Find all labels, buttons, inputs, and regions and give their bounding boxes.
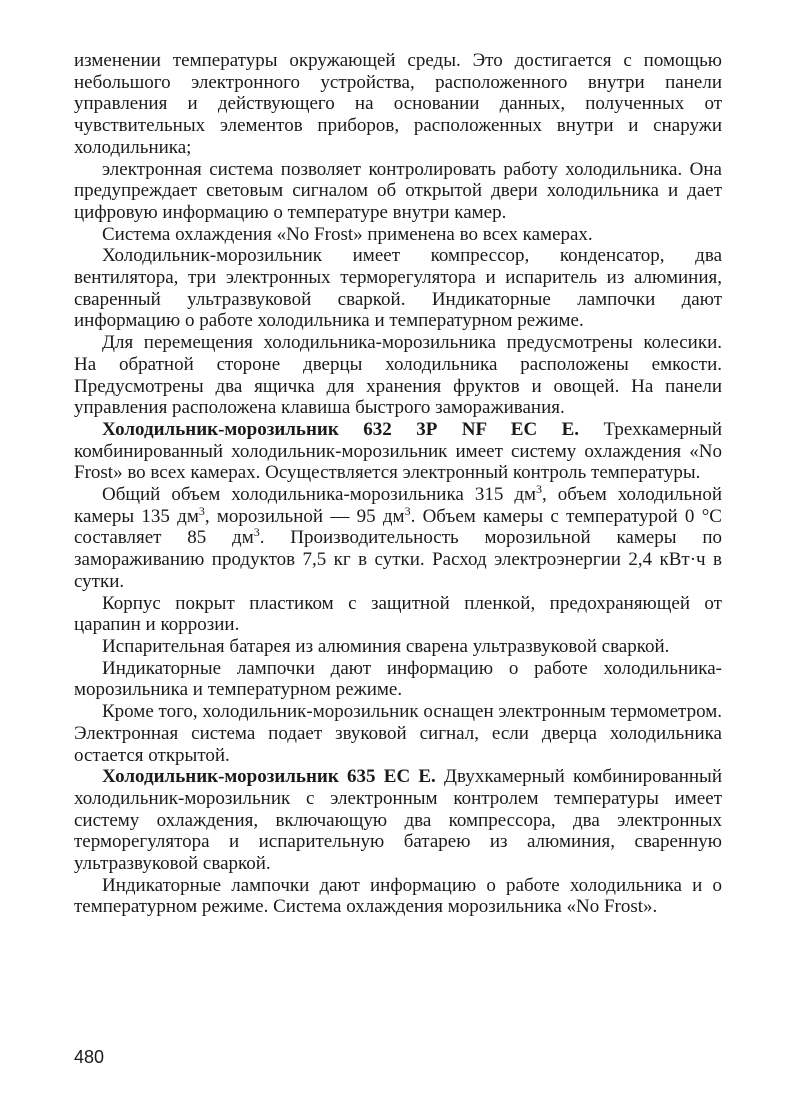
paragraph: Индикаторные лампочки дают информацию о работе холодильника-морозильника и температурном режиме. <box>74 657 722 701</box>
paragraph-text: Двухкамерный комбинированный холодильник-морозильник с электронным контролем температуры имеет систему охлаждения, включающую два компрессора, два электронных терморегулятора и испарительную батарею из алюминия, сваренную ультразвуковой сваркой. <box>74 766 722 875</box>
paragraph-text: Общий объем холодильника-морозильника 315 дм <box>102 484 537 506</box>
paragraph-text: . Объем камеры с температурой 0 °С составляет 85 дм <box>74 505 722 549</box>
paragraph <box>74 484 722 593</box>
superscript: 3 <box>198 503 205 518</box>
paragraph <box>74 419 722 484</box>
model-heading: Холодильник-морозильник 632 3Р NF ЕС Е. <box>102 418 580 440</box>
paragraph: Кроме того, холодильник-морозильник оснащен электронным термометром. Электронная система подает звуковой сигнал, если дверца холодильника остается открытой. <box>74 701 723 766</box>
superscript: 3 <box>404 503 411 518</box>
paragraph-text: , объем холодильной камеры 135 дм <box>74 484 722 527</box>
paragraph <box>74 766 722 875</box>
superscript: 3 <box>536 482 543 497</box>
paragraph: изменении температуры окружающей среды. Это достигается с помощью небольшого электронного устройства, расположенного внутри панели управления и действующего на основании данных, полученных от чувствительных элементов приборов, расположенных внутри и снаружи холодильника; <box>74 50 722 158</box>
paragraph-text: , морозильной — 95 дм <box>204 505 405 527</box>
page-body <box>74 50 722 918</box>
paragraph: Корпус покрыт пластиком с защитной пленкой, предохраняющей от царапин и коррозии. <box>74 592 722 636</box>
page-number: 480 <box>74 1047 105 1067</box>
superscript: 3 <box>253 525 260 540</box>
paragraph: Холодильник-морозильник имеет компрессор, конденсатор, два вентилятора, три электронных терморегулятора и испаритель из алюминия, сваренный ультразвуковой сваркой. Индикаторные лампочки дают информацию о работе холодильника и температурном режиме. <box>74 245 722 332</box>
paragraph: Индикаторные лампочки дают информацию о работе холодильника и о температурном режиме. Система охлаждения морозильника «No Frost». <box>74 874 722 918</box>
paragraph: Система охлаждения «No Frost» применена во всех камерах. <box>102 223 593 245</box>
model-heading: Холодильник-морозильник 635 ЕС Е. <box>102 766 436 788</box>
paragraph: Для перемещения холодильника-морозильника предусмотрены колесики. На обратной стороне дверцы холодильника расположены емкости. Предусмотрены два ящичка для хранения фруктов и овощей. На панели управления расположена клавиша быстрого замораживания. <box>74 332 722 419</box>
paragraph: электронная система позволяет контролировать работу холодильника. Она предупреждает световым сигналом об открытой двери холодильника и дает цифровую информацию о температуре внутри камер. <box>74 158 722 223</box>
paragraph: Испарительная батарея из алюминия сварена ультразвуковой сваркой. <box>102 635 670 657</box>
paragraph-text: Трехкамерный комбинированный холодильник-морозильник имеет систему охлаждения «No Frost» во всех камерах. Осуществляется электронный контроль температуры. <box>74 418 722 484</box>
paragraph-text: . Производительность морозильной камеры по замораживанию продуктов 7,5 кг в сутки. Расход электроэнергии 2,4 кВт·ч в сутки. <box>74 527 722 592</box>
